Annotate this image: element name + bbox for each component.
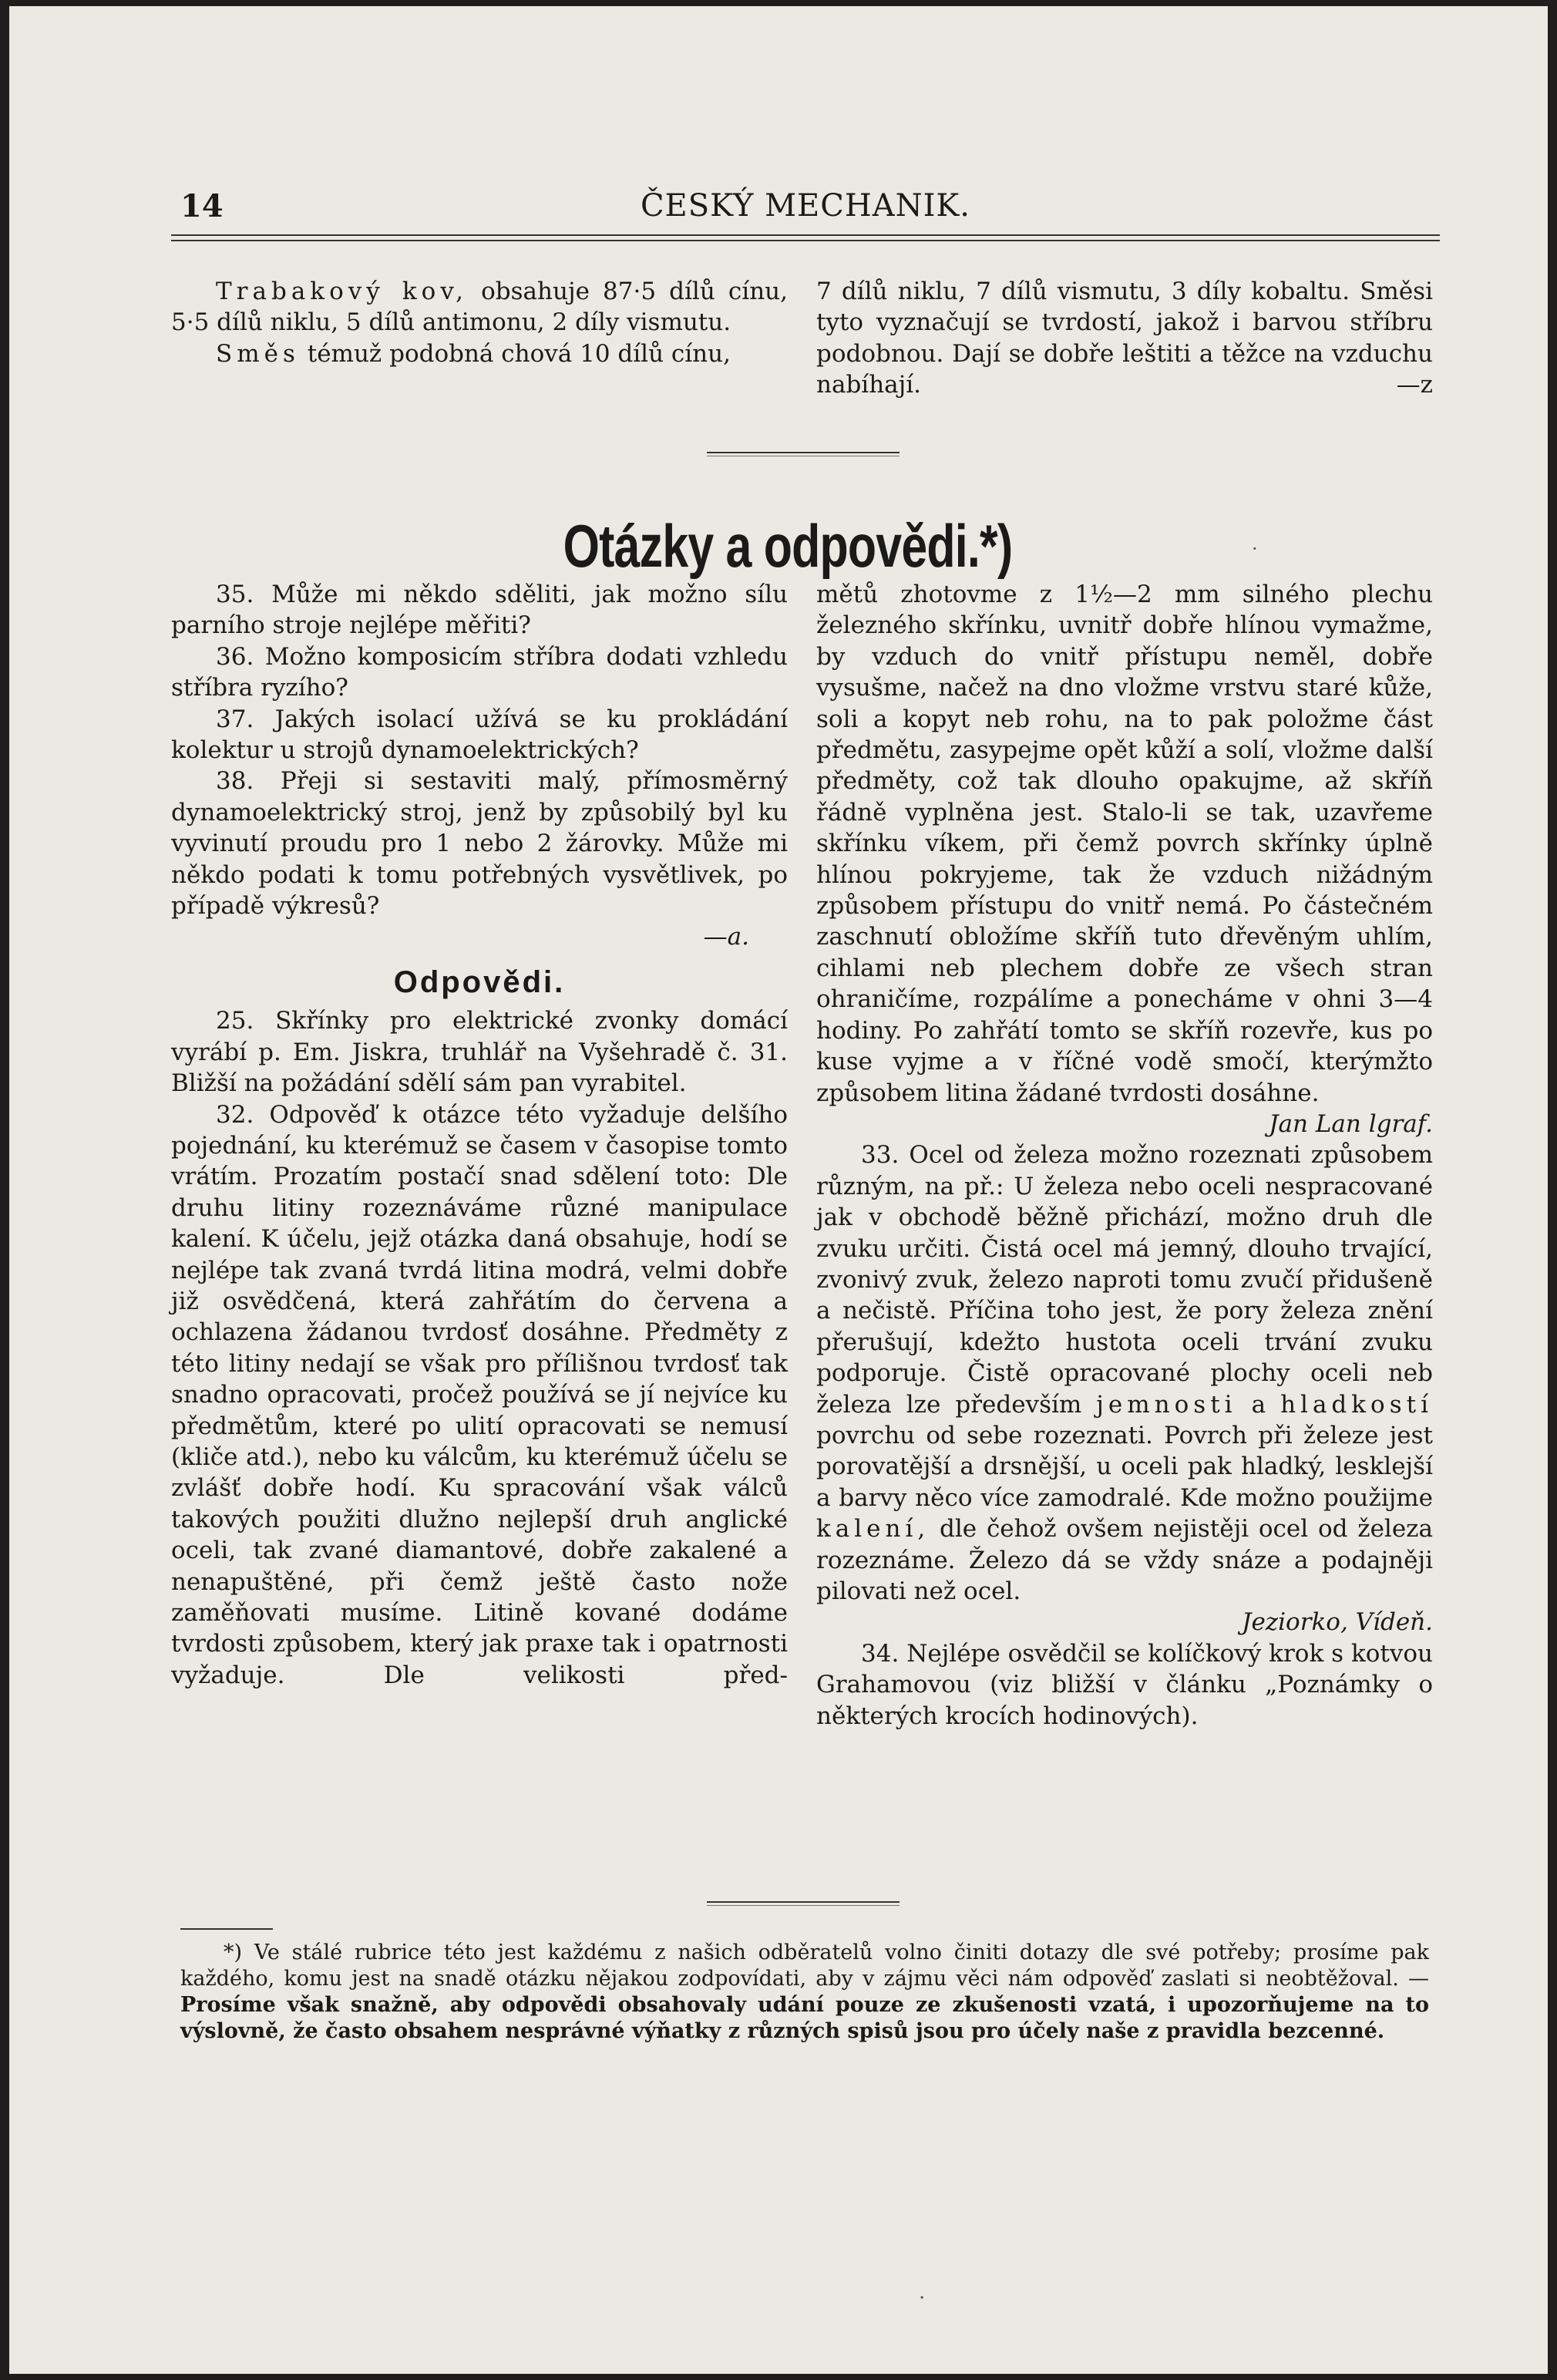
question-37: 37. Jakých isolací užívá se ku prokládání kolektur u strojů dynamoelektrických? bbox=[171, 705, 788, 765]
lead-word: Směs bbox=[216, 339, 300, 368]
footnote-rule bbox=[180, 1928, 273, 1930]
emphasis: hladkostí bbox=[1280, 1390, 1433, 1419]
answer-32: 32. Odpověď k otázce této vyžaduje delšího pojednání, ku kterémuž se časem v časopise tomto vrátím. Prozatím postačí snad sdělení toto: Dle druhu litiny rozeznáváme různé manipulace kalení. K účelu, jejž otázka daná obsahuje, hodí se nejlépe tak zvaná tvrdá litina modrá, velmi dobře již osvědčená, která zahřátím do červena a ochlazena žádanou tvrdosť dosáhne. Předměty z této litiny nedají se však pro přílišnou tvrdosť tak snadno opracovati, pročež používá se jí nejvíce ku předmětům, které po ulití opracovati se nemusí (kliče atd.), nebo ku válcům, ku kterémuž účelu se zvlášť dobře hodí. Ku spracování však válců takových použiti dlužno nejlepší druh anglické oceli, tak zvané diamantové, dobře zakalené a nenapuštěné, při čemž ještě často nože zaměňovati musíme. Litině kované dodáme tvrdosti způsobem, který jak praxe tak i opatrnosti vyžaduje. Dle velikosti před- bbox=[171, 1100, 788, 1689]
header-rule bbox=[171, 234, 1440, 241]
top-article-left bbox=[171, 276, 788, 369]
signature: —z bbox=[1396, 371, 1433, 399]
emphasis: kalení, bbox=[816, 1515, 930, 1543]
page bbox=[9, 6, 1548, 2374]
answer-33-signature: Jeziorko, Vídeň. bbox=[1242, 1608, 1433, 1637]
emphasis: jemnosti bbox=[1096, 1390, 1237, 1419]
paragraph: 7 dílů niklu, 7 dílů vismutu, 3 díly kobaltu. Směsi tyto vyznačují se tvrdostí, jakož i barvou stříbru podobnou. Dají se dobře leštiti a těžce na vzduchu nabíhají. —z bbox=[816, 276, 1433, 401]
question-35: 35. Může mi někdo sděliti, jak možno sílu parního stroje nejlépe měřiti? bbox=[171, 581, 788, 640]
divider-ornament bbox=[707, 1901, 900, 1906]
journal-title: ČESKÝ MECHANIK. bbox=[640, 188, 971, 224]
answer-32-continued: mětů zhotovme z 1½—2 mm silného plechu železného skřínku, uvnitř dobře hlínou vymažme, by vzduch do vnitř přístupu neměl, dobře vysušme, načež na dno vložme vrstvu staré kůže, soli a kopyt neb rohu, na to pak položme část předmětu, zasypejme opět kůží a solí, vložme další předměty, což tak dlouho opakujme, až skříň řádně vyplněna jest. Stalo-li se tak, uzavřeme skřínku víkem, při čemž povrch skřínky úplně hlínou pokryjeme, tak že vzduch nižádným způsobem přístupu do vnitř nemá. Po částečném zaschnutí obložíme skříň tuto dřevěným uhlím, cihlami neb plechem dobře ze všech stran ohraničíme, rozpálíme a ponecháme v ohni 3—4 hodiny. Po zahřátí tomto se skříň rozevře, kus po kuse vyjme a v říčné vodě smočí, kterýmžto způsobem litina žádané tvrdosti dosáhne. bbox=[816, 581, 1433, 1107]
lead-word: Trabakový kov, bbox=[216, 278, 469, 305]
section-title: Otázky a odpovědi.*) bbox=[563, 512, 1013, 580]
question-38: 38. Přeji si sestaviti malý, přímosměrný dynamoelektrický stroj, jenž by způsobilý byl ku vyvinutí proudu pro 1 nebo 2 žárovky. Může mi někdo podati k tomu potřebných vysvětlivek, po případě výkresů? bbox=[171, 767, 788, 921]
answer-32-signature: Jan Lan lgraf. bbox=[1269, 1109, 1433, 1138]
running-header bbox=[171, 188, 1440, 234]
question-36: 36. Možno komposicím stříbra dodati vzhledu stříbra ryzího? bbox=[171, 642, 788, 702]
answers-heading: Odpovědi. bbox=[393, 964, 566, 999]
footnote: *) Ve stálé rubrice této jest každému z našich odběratelů volno činiti dotazy dle své potřeby; prosíme pak každého, komu jest na snadě otázku nějakou zodpovídati, aby v zájmu věci nám odpověď zaslati si neobtěžoval. — Prosíme však snažně, aby odpovědi obsahovaly udání pouze ze zkušenosti vzatá, i upozorňujeme na to výslovně, že často obsahem nesprávné výňatky z různých spisů jsou pro účely naše z pravidla bezcenné. bbox=[180, 1941, 1429, 2043]
paragraph: Trabakový kov, obsahuje 87·5 dílů cínu, 5·5 dílů niklu, 5 dílů antimonu, 2 díly vismutu. bbox=[171, 278, 788, 337]
answer-34: 34. Nejlépe osvědčil se kolíčkový krok s kotvou Grahamovou (viz bližší v článku „Poznámky o některých krocích hodinových). bbox=[816, 1639, 1433, 1730]
speck: · bbox=[919, 2287, 926, 2310]
footnote-emphasis: Prosíme však snažně, aby odpovědi obsahovaly udání pouze ze zkušenosti vzatá, i upozorňujeme na to výslovně, že často obsahem nesprávné výňatky z různých spisů jsou pro účely naše z pravidla bezcenné. bbox=[180, 1993, 1429, 2043]
left-column bbox=[171, 579, 788, 1691]
speck: · bbox=[1252, 538, 1258, 560]
page-number: 14 bbox=[180, 188, 224, 224]
divider-ornament bbox=[707, 452, 900, 456]
answer-33: 33. Ocel od železa možno rozeznati způsobem různým, na př.: U železa nebo oceli nespracované jak v obchodě běžně přichází, možno druh dle zvuku určiti. Čistá ocel má jemný, dlouho trvající, zvonivý zvuk, železo naproti tomu zvučí přidušeně a nečistě. Příčina toho jest, že pory železa znění přerušují, kdežto hustota oceli trvání zvuku podporuje. Čistě opracované plochy oceli neb železa lze především jemnosti a hladkostí povrchu od sebe rozeznati. Povrch při železe jest porovatější a drsnější, u oceli pak hladký, lesklejší a barvy něco více zamodralé. Kde možno použijme kalení, dle čehož ovšem nejistěji ocel od železa rozeznáme. Železo dá se vždy snáze a podajněji pilovati než ocel. bbox=[816, 1141, 1433, 1605]
right-column bbox=[816, 579, 1433, 1732]
answer-25: 25. Skřínky pro elektrické zvonky domácí vyrábí p. Em. Jiskra, truhlář na Vyšehradě č. 31. Bližší na požádání sdělí sám pan vyrabitel. bbox=[171, 1007, 788, 1098]
paragraph: Směs témuž podobná chová 10 dílů cínu, bbox=[216, 339, 731, 368]
top-article-right bbox=[816, 276, 1433, 401]
question-signature: —a. bbox=[703, 923, 749, 951]
